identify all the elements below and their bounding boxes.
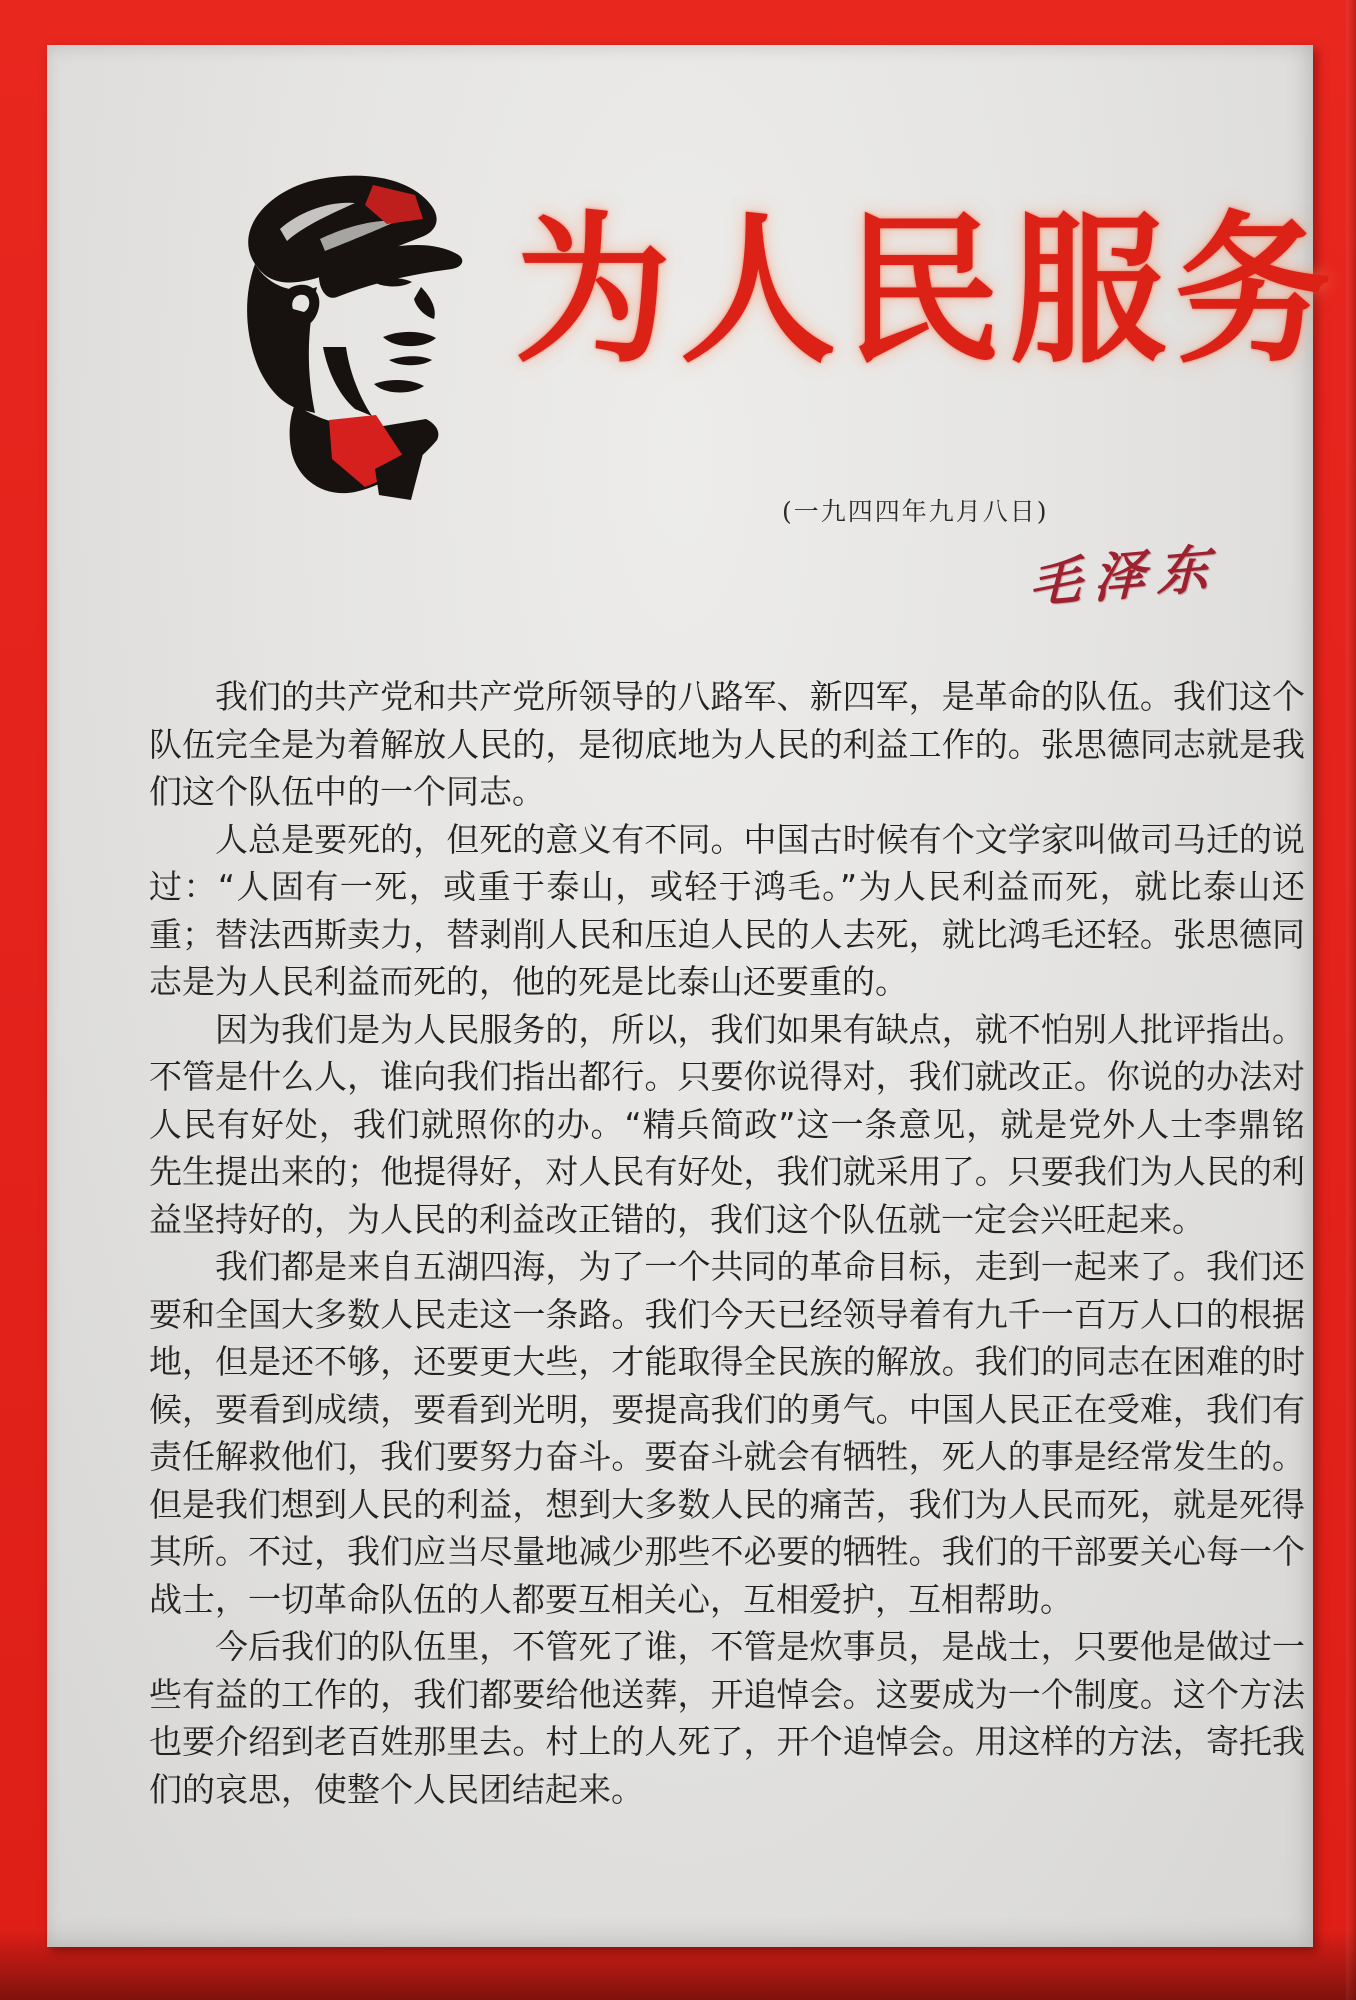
poster-title: 为人民服务	[515, 201, 1340, 383]
speech-paragraph-4: 我们都是来自五湖四海，为了一个共同的革命目标，走到一起来了。我们还要和全国大多数人民走这一条路。我们今天已经领导着有九千一百万人口的根据地，但是还不够，还要更大些，才能取得全民族的解放。我们的同志在困难的时候，要看到成绩，要看到光明，要提高我们的勇气。中国人民正在受难，我们有责任解救他们，我们要努力奋斗。要奋斗就会有牺牲，死人的事是经常发生的。但是我们想到人民的利益，想到大多数人民的痛苦，我们为人民而死，就是死得其所。不过，我们应当尽量地减少那些不必要的牺牲。我们的干部要关心每一个战士，一切革命队伍的人都要互相关心，互相爱护，互相帮助。	[149, 1247, 1305, 1619]
speech-paragraph-1: 我们的共产党和共产党所领导的八路军、新四军，是革命的队伍。我们这个队伍完全是为着解放人民的，是彻底地为人民的利益工作的。张思德同志就是我们这个队伍中的一个同志。	[149, 677, 1305, 811]
speech-paragraph-3: 因为我们是为人民服务的，所以，我们如果有缺点，就不怕别人批评指出。不管是什么人，谁向我们指出都行。只要你说得对，我们就改正。你说的办法对人民有好处，我们就照你的办。“精兵简政”这一条意见，就是党外人士李鼎铭先生提出来的；他提得好，对人民有好处，我们就采用了。只要我们为人民的利益坚持好的，为人民的利益改正错的，我们这个队伍就一定会兴旺起来。	[149, 1009, 1305, 1239]
speech-paragraph-2: 人总是要死的，但死的意义有不同。中国古时候有个文学家叫做司马迁的说过：“人固有一死，或重于泰山，或轻于鸿毛。”为人民利益而死，就比泰山还重；替法西斯卖力，替剥削人民和压迫人民的人去死，就比鸿毛还轻。张思德同志是为人民利益而死的，他的死是比泰山还要重的。	[149, 819, 1305, 1001]
mao-signature: 毛泽东	[1028, 538, 1222, 616]
mao-portrait-icon	[225, 169, 463, 503]
speech-paragraph-5: 今后我们的队伍里，不管死了谁，不管是炊事员，是战士，只要他是做过一些有益的工作的，我们都要给他送葬，开追悼会。这要成为一个制度。这个方法也要介绍到老百姓那里去。村上的人死了，开个追悼会。用这样的方法，寄托我们的哀思，使整个人民团结起来。	[149, 1627, 1305, 1809]
speech-text	[149, 673, 1305, 1813]
speech-date: (一九四四年九月八日)	[782, 497, 1049, 526]
poster-paper	[47, 45, 1340, 1947]
